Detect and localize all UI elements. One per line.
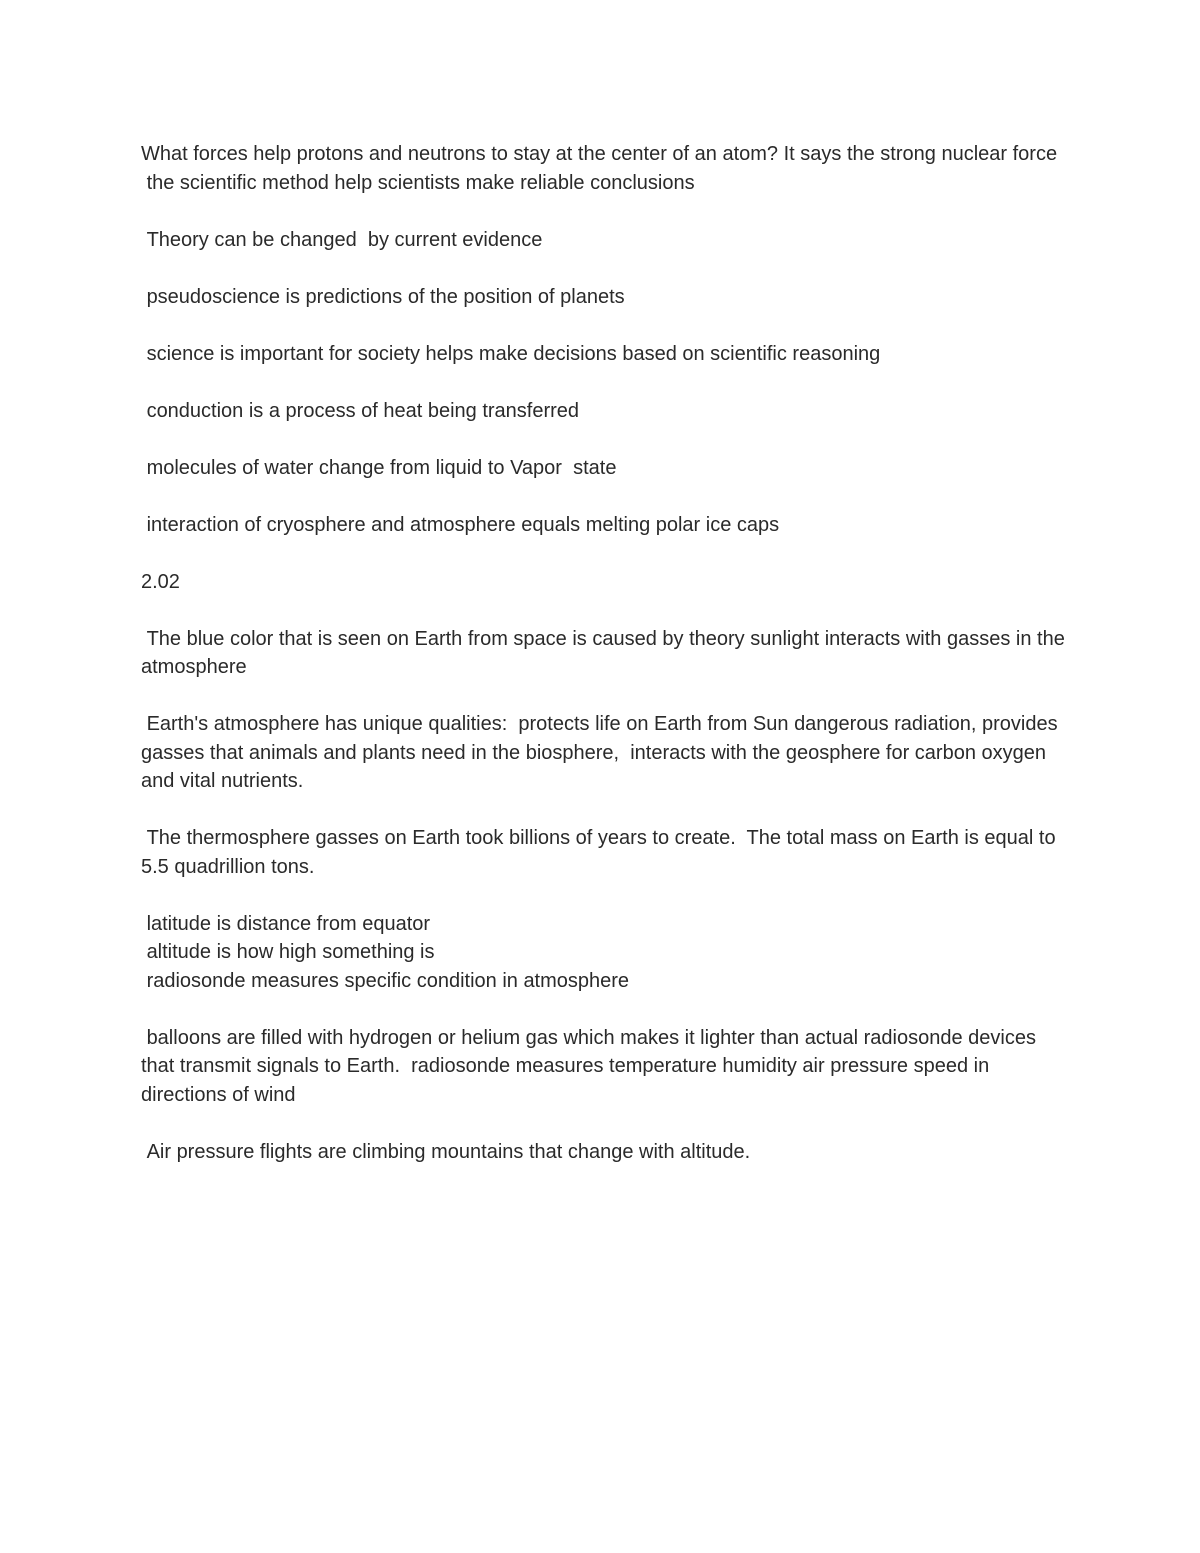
text-line: The blue color that is seen on Earth from space is caused by theory sunlight interacts with gasses in the atmosphere bbox=[141, 627, 1071, 678]
section-number: 2.02 bbox=[141, 570, 180, 593]
blank-line bbox=[141, 995, 1071, 1024]
text-line: balloons are filled with hydrogen or helium gas which makes it lighter than actual radiosonde devices that transmit signals to Earth. radiosonde measures temperature humidity air pressure speed in directions of wind bbox=[141, 1026, 1042, 1106]
text-line: conduction is a process of heat being transferred bbox=[141, 399, 580, 422]
blank-line bbox=[141, 311, 1071, 340]
document-body bbox=[141, 140, 1071, 1166]
text-line: Air pressure flights are climbing mountains that change with altitude. bbox=[141, 1140, 751, 1163]
blank-line bbox=[141, 539, 1071, 568]
blank-line bbox=[141, 682, 1071, 711]
blank-line bbox=[141, 197, 1071, 226]
text-line: The thermosphere gasses on Earth took billions of years to create. The total mass on Earth is equal to 5.5 quadrillion tons. bbox=[141, 827, 1062, 878]
blank-line bbox=[141, 368, 1071, 397]
text-line: Earth's atmosphere has unique qualities: protects life on Earth from Sun dangerous radiation, provides gasses that animals and plants need in the biosphere, interacts with the geosphere for carbon oxygen and vital nutrients. bbox=[141, 713, 1064, 792]
text-line: radiosonde measures specific condition in atmosphere bbox=[141, 969, 630, 992]
text-line: altitude is how high something is bbox=[141, 941, 435, 963]
blank-line bbox=[141, 881, 1071, 910]
blank-line bbox=[141, 796, 1071, 825]
blank-line bbox=[141, 254, 1071, 283]
blank-line bbox=[141, 596, 1071, 625]
blank-line bbox=[141, 482, 1071, 511]
text-line: pseudoscience is predictions of the position of planets bbox=[141, 285, 625, 308]
text-line: the scientific method help scientists make reliable conclusions bbox=[141, 171, 695, 194]
text-line: What forces help protons and neutrons to stay at the center of an atom? It says the strong nuclear force bbox=[141, 143, 1058, 165]
blank-line bbox=[141, 425, 1071, 454]
text-line: Theory can be changed by current evidence bbox=[141, 228, 543, 251]
blank-line bbox=[141, 1109, 1071, 1138]
text-line: interaction of cryosphere and atmosphere equals melting polar ice caps bbox=[141, 513, 780, 536]
text-line: science is important for society helps make decisions based on scientific reasoning bbox=[141, 342, 881, 365]
text-line: latitude is distance from equator bbox=[141, 912, 431, 935]
text-line: molecules of water change from liquid to Vapor state bbox=[141, 456, 617, 479]
